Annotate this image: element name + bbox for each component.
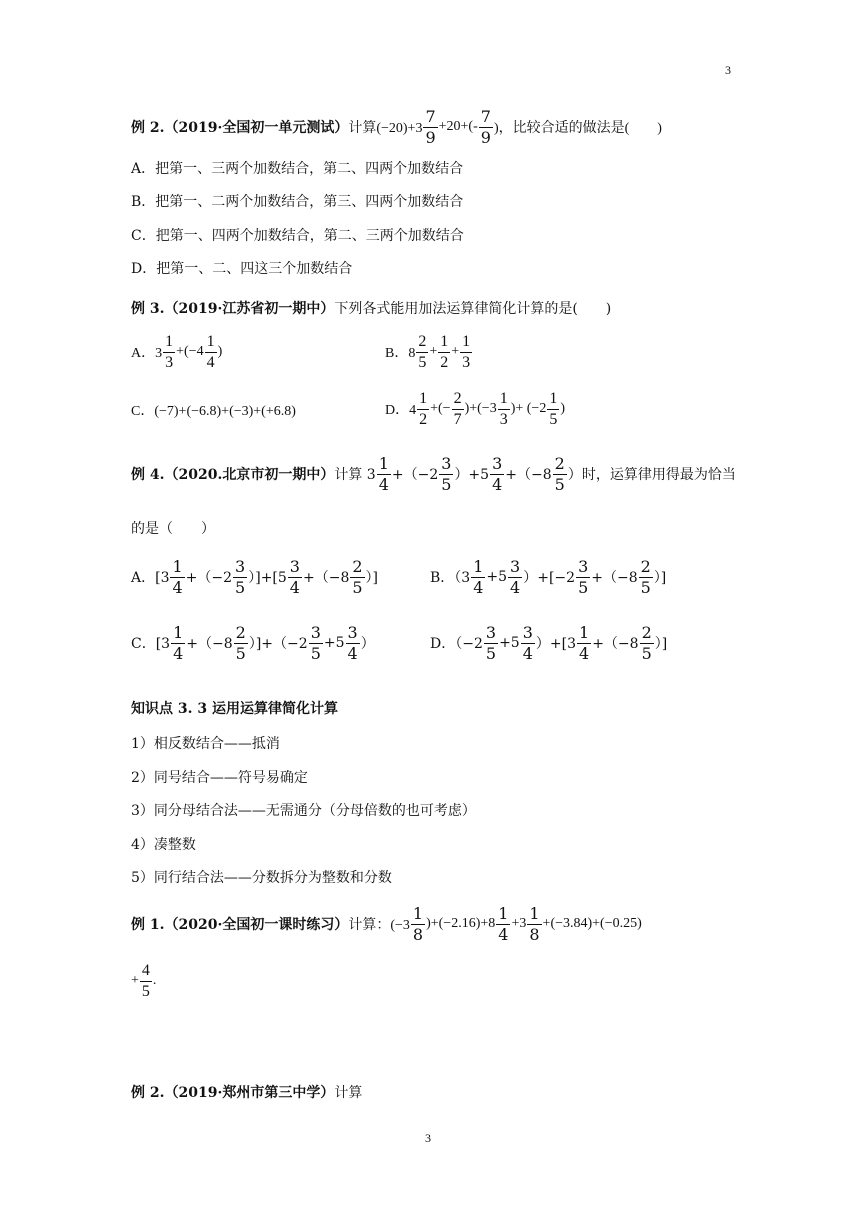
ex1b-question: 例 1.（2020·全国初一课时练习） 计算：(−3 $\frac{1}{8}$ )+(−2.16)+8 $\frac{1}{4}$ +3 $\frac{1}{8}$ +(−3.84)+(−0.25) (131, 904, 642, 944)
kp-item-1: 1）相反数结合——抵消 (131, 736, 280, 752)
ex2-option-a: A．把第一、三两个加数结合，第二、四两个加数结合 (131, 161, 464, 177)
ex3-option-a: A．3 $\frac{1}{3}$ +(−4 $\frac{1}{4}$ ) (131, 333, 223, 371)
kp-item-5: 5）同行结合法——分数拆分为整数和分数 (131, 870, 392, 886)
knowledge-point-title: 知识点 3. 3 运用运算律简化计算 (131, 701, 338, 717)
ex3-option-d: D．4 $\frac{1}{2}$ +(− $\frac{2}{7}$ )+(−3 $\frac{1}{3}$ )+ (−2 $\frac{1}{5}$ ) (385, 390, 565, 428)
ex4-option-a: A．[3 $\frac{1}{4}$ +（−2 $\frac{3}{5}$ ）]+[5 $\frac{3}{4}$ +（−8 $\frac{2}{5}$ ）] (131, 557, 379, 597)
ex2-text-2: +20+(- (438, 119, 478, 134)
ex2b-text: 计算 (334, 1085, 363, 1101)
ex4-option-c: C．[3 $\frac{1}{4}$ +（−8 $\frac{2}{5}$ ）]+（−2 $\frac{3}{5}$ +5 $\frac{3}{4}$ ） (131, 623, 375, 663)
ex3-option-b: B．8 $\frac{2}{5}$ + $\frac{1}{2}$ + $\frac{1}{3}$ (385, 333, 471, 371)
ex2-text-1: 计算(−20)+3 (348, 121, 423, 136)
ex2-fraction-1: $\frac{7}{9}$ (425, 107, 436, 147)
kp-item-2: 2）同号结合——符号易确定 (131, 770, 308, 786)
ex4-option-b: B．（3 $\frac{1}{4}$ +5 $\frac{3}{4}$ ）+[−2 $\frac{3}{5}$ +（−8 $\frac{2}{5}$ ）] (430, 557, 667, 597)
ex2b-label: 例 2.（2019·郑州市第三中学） (131, 1085, 335, 1101)
ex1b-label: 例 1.（2020·全国初一课时练习） (131, 917, 349, 933)
ex3-option-c: C．(−7)+(−6.8)+(−3)+(+6.8) (131, 404, 296, 419)
ex3-label: 例 3.（2019·江苏省初一期中） (131, 301, 335, 317)
ex2-label: 例 2.（2019·全国初一单元测试） (131, 120, 349, 136)
ex2b-question (131, 1082, 362, 1102)
ex2-question (131, 108, 662, 146)
ex3-text: 下列各式能用加法运算律简化计算的是( ) (334, 301, 612, 317)
ex1b-question-cont: + $\frac{4}{5}$ . (131, 962, 157, 1000)
page-number-top: 3 (725, 63, 731, 77)
ex2-fraction-2: $\frac{7}{9}$ (480, 107, 491, 147)
kp-item-4: 4）凑整数 (131, 837, 196, 853)
page-number-bottom: 3 (425, 1131, 431, 1145)
ex2-text-3: )，比较合适的做法是( ) (493, 121, 662, 136)
ex4-label: 例 4.（2020.北京市初一期中） (131, 467, 335, 483)
kp-item-3: 3）同分母结合法——无需通分（分母倍数的也可考虑） (131, 803, 476, 819)
ex2-option-d: D．把第一、二、四这三个加数结合 (131, 261, 353, 277)
ex2-option-b: B．把第一、二两个加数结合，第三、四两个加数结合 (131, 194, 464, 210)
ex3-question (131, 298, 611, 318)
ex4-option-d: D．（−2 $\frac{3}{5}$ +5 $\frac{3}{4}$ ）+[3 $\frac{1}{4}$ +（−8 $\frac{2}{5}$ ）] (430, 623, 668, 663)
ex4-question: 例 4.（2020.北京市初一期中） 计算 3 $\frac{1}{4}$ +（−2 $\frac{3}{5}$ ）+5 $\frac{3}{4}$ +（−8 $\frac{2}{5}$ ）时，运算律用得最为恰当 (131, 454, 736, 494)
ex2-option-c: C．把第一、四两个加数结合，第二、三两个加数结合 (131, 228, 464, 244)
ex4-question-cont: 的是（ ） (131, 521, 215, 537)
